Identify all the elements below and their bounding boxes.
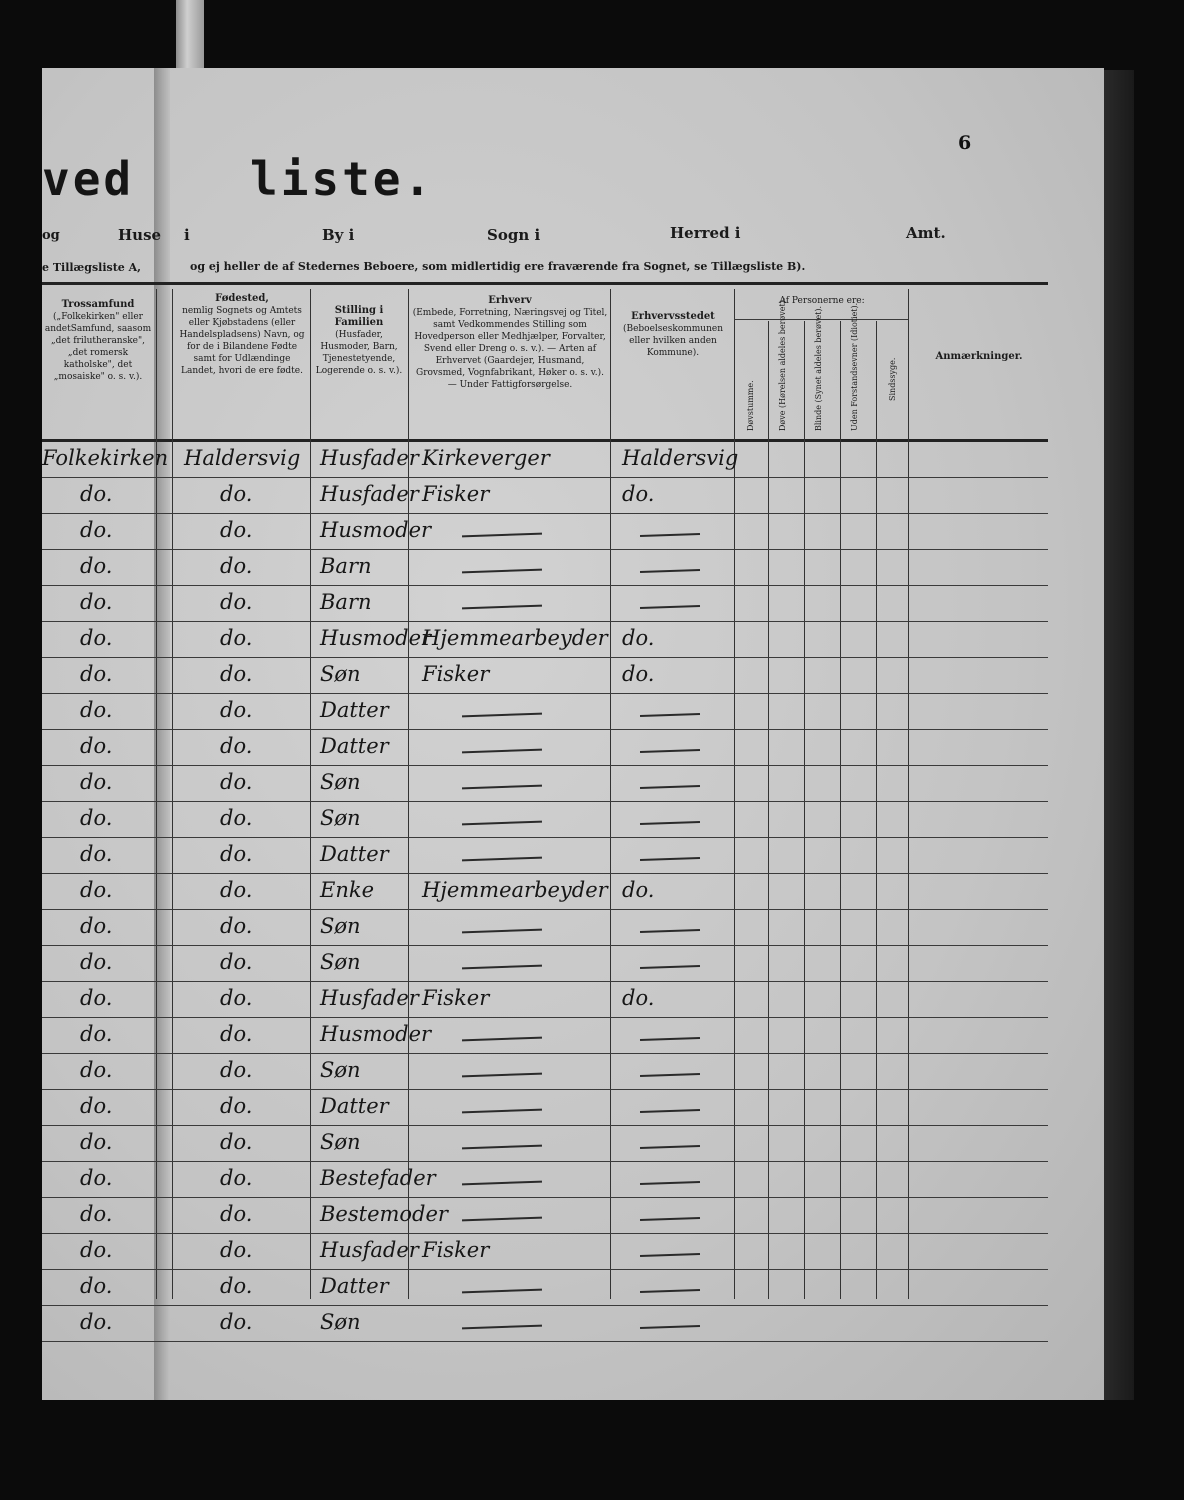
header-left-a: og xyxy=(42,228,60,243)
ditto-mark xyxy=(462,965,542,970)
cell-fodested: do. xyxy=(220,1058,253,1082)
row-rule xyxy=(42,1341,1048,1342)
cell-fodested: do. xyxy=(220,662,253,686)
ditto-mark xyxy=(462,1181,542,1186)
table-row xyxy=(42,1018,1048,1054)
col-header-erhvervsstedet xyxy=(614,311,732,359)
ditto-mark xyxy=(462,1109,542,1114)
table-row xyxy=(42,1198,1048,1234)
col-header-anmaerkninger: Anmærkninger. xyxy=(935,351,1023,362)
cell-stilling: Søn xyxy=(320,806,361,830)
ditto-mark xyxy=(640,713,700,717)
cell-erhverv: Hjemmearbeyder xyxy=(422,626,608,650)
ditto-mark xyxy=(640,1253,700,1257)
census-table xyxy=(42,281,1048,1334)
cell-stilling: Datter xyxy=(320,698,389,722)
cell-trossamfund: Folkekirken xyxy=(42,446,169,470)
cell-trossamfund: do. xyxy=(80,842,113,866)
ditto-mark xyxy=(462,1073,542,1078)
col-header-erhverv xyxy=(412,295,608,391)
cell-erhvervsstedet: do. xyxy=(622,986,655,1010)
col-title: Fødested, xyxy=(215,293,269,304)
ditto-mark xyxy=(640,569,700,573)
page-title-left: ved xyxy=(42,152,135,206)
binding-tab xyxy=(176,0,204,72)
cell-erhverv: Fisker xyxy=(422,662,490,686)
cell-erhvervsstedet: do. xyxy=(622,878,655,902)
ditto-mark xyxy=(462,857,542,862)
cell-trossamfund: do. xyxy=(80,1166,113,1190)
cell-erhvervsstedet: do. xyxy=(622,482,655,506)
subtitle-right: og ej heller de af Stedernes Beboere, som midlertidig ere fraværende fra Sognet, se Tillægsliste B). xyxy=(190,260,806,273)
page-number: 6 xyxy=(958,132,972,154)
cell-trossamfund: do. xyxy=(80,806,113,830)
ditto-mark xyxy=(462,821,542,826)
cell-trossamfund: do. xyxy=(80,1238,113,1262)
cell-fodested: do. xyxy=(220,518,253,542)
cell-stilling: Søn xyxy=(320,914,361,938)
ditto-mark xyxy=(640,1325,700,1329)
table-row xyxy=(42,802,1048,838)
ditto-mark xyxy=(640,1289,700,1293)
col-desc: (Embede, Forretning, Næringsvej og Titel, samt Vedkommendes Stilling som Hovedperson eller Medhjælper, Forvalter, Svend eller Dreng o. s. v.). — Arten af Erhvervet (Gaardejer, Husmand, Grovsmed, Vognfabrikant, Høker o. s. v.). — Under Fattigforsørgelse. xyxy=(412,308,608,390)
cell-trossamfund: do. xyxy=(80,554,113,578)
cell-trossamfund: do. xyxy=(80,662,113,686)
ditto-mark xyxy=(640,785,700,789)
cell-trossamfund: do. xyxy=(80,590,113,614)
cell-stilling: Barn xyxy=(320,554,372,578)
cell-fodested: Haldersvig xyxy=(184,446,301,470)
cell-fodested: do. xyxy=(220,842,253,866)
cell-fodested: do. xyxy=(220,1202,253,1226)
col-title: Trossamfund xyxy=(61,299,135,310)
sub-col-dovstumme: Døvstumme. xyxy=(746,380,755,431)
col-desc: (Husfader, Husmoder, Barn, Tjenestetyende, Logerende o. s. v.). xyxy=(315,330,403,376)
cell-fodested: do. xyxy=(220,1130,253,1154)
ditto-mark xyxy=(462,1037,542,1042)
cell-trossamfund: do. xyxy=(80,1094,113,1118)
ditto-mark xyxy=(462,1289,542,1294)
cell-stilling: Husmoder xyxy=(320,518,432,542)
census-page xyxy=(42,68,1104,1400)
cell-fodested: do. xyxy=(220,950,253,974)
table-row xyxy=(42,586,1048,622)
col-desc: nemlig Sognets og Amtets eller Kjøbstadens (eller Handelspladsens) Navn, og for de i Bilandene Fødte samt for Udlændinge Landet, hvori de ere fødte. xyxy=(179,306,305,376)
table-row xyxy=(42,910,1048,946)
cell-trossamfund: do. xyxy=(80,734,113,758)
ditto-mark xyxy=(462,533,542,538)
cell-fodested: do. xyxy=(220,482,253,506)
ditto-mark xyxy=(640,1109,700,1113)
cell-erhverv: Fisker xyxy=(422,482,490,506)
cell-stilling: Husmoder xyxy=(320,1022,432,1046)
sub-col-dove: Døve (Hørelsen aldeles berøvet). xyxy=(778,297,787,431)
cell-stilling: Datter xyxy=(320,1094,389,1118)
cell-fodested: do. xyxy=(220,554,253,578)
cell-stilling: Husfader xyxy=(320,482,419,506)
cell-stilling: Datter xyxy=(320,734,389,758)
page-title: liste. xyxy=(250,152,435,206)
cell-fodested: do. xyxy=(220,1094,253,1118)
table-row xyxy=(42,946,1048,982)
header-herred: Herred i xyxy=(670,224,741,242)
ditto-mark xyxy=(640,1181,700,1185)
sub-col-sindssyge: Sindssyge. xyxy=(888,357,897,401)
subtitle-left: e Tillægsliste A, xyxy=(42,261,141,274)
cell-trossamfund: do. xyxy=(80,914,113,938)
cell-fodested: do. xyxy=(220,1274,253,1298)
table-row xyxy=(42,694,1048,730)
col-title: Erhverv xyxy=(488,295,532,306)
table-row xyxy=(42,1306,1048,1342)
ditto-mark xyxy=(462,569,542,574)
table-row xyxy=(42,550,1048,586)
table-top-rule xyxy=(42,282,1048,285)
cell-stilling: Søn xyxy=(320,950,361,974)
cell-stilling: Datter xyxy=(320,842,389,866)
table-row xyxy=(42,1090,1048,1126)
cell-fodested: do. xyxy=(220,914,253,938)
header-amt: Amt. xyxy=(906,224,946,242)
cell-stilling: Husfader xyxy=(320,446,419,470)
cell-stilling: Husmoder xyxy=(320,626,432,650)
ditto-mark xyxy=(640,1073,700,1077)
ditto-mark xyxy=(462,1145,542,1150)
ditto-mark xyxy=(640,533,700,537)
ditto-mark xyxy=(640,1037,700,1041)
col-title: Stilling i Familien xyxy=(334,305,384,328)
cell-trossamfund: do. xyxy=(80,878,113,902)
cell-erhvervsstedet: do. xyxy=(622,662,655,686)
cell-stilling: Søn xyxy=(320,1310,361,1334)
cell-fodested: do. xyxy=(220,986,253,1010)
cell-fodested: do. xyxy=(220,734,253,758)
cell-trossamfund: do. xyxy=(80,518,113,542)
cell-stilling: Husfader xyxy=(320,986,419,1010)
cell-stilling: Bestemoder xyxy=(320,1202,448,1226)
ditto-mark xyxy=(640,1145,700,1149)
cell-fodested: do. xyxy=(220,626,253,650)
cell-fodested: do. xyxy=(220,806,253,830)
cell-fodested: do. xyxy=(220,1166,253,1190)
table-row xyxy=(42,1270,1048,1306)
ditto-mark xyxy=(640,857,700,861)
cell-trossamfund: do. xyxy=(80,986,113,1010)
cell-fodested: do. xyxy=(220,698,253,722)
cell-fodested: do. xyxy=(220,1310,253,1334)
cell-trossamfund: do. xyxy=(80,1130,113,1154)
cell-trossamfund: do. xyxy=(80,482,113,506)
table-row xyxy=(42,658,1048,694)
cell-erhverv: Kirkeverger xyxy=(422,446,550,470)
table-row xyxy=(42,1054,1048,1090)
col-header-af-personerne: Af Personerne ere: xyxy=(779,296,865,306)
cell-stilling: Bestefader xyxy=(320,1166,436,1190)
ditto-mark xyxy=(640,929,700,933)
ditto-mark xyxy=(640,749,700,753)
cell-stilling: Søn xyxy=(320,770,361,794)
ditto-mark xyxy=(462,929,542,934)
cell-erhvervsstedet: do. xyxy=(622,626,655,650)
col-header-trossamfund xyxy=(42,299,154,383)
cell-stilling: Søn xyxy=(320,1058,361,1082)
table-row xyxy=(42,1162,1048,1198)
ditto-mark xyxy=(640,965,700,969)
sub-col-blinde: Blinde (Synet aldeles berøvet). xyxy=(814,305,823,431)
ditto-mark xyxy=(462,605,542,610)
col-header-fodested xyxy=(176,293,308,377)
ditto-mark xyxy=(462,785,542,790)
header-left-b: Huse xyxy=(118,226,162,244)
table-row xyxy=(42,730,1048,766)
table-row xyxy=(42,982,1048,1018)
ditto-mark xyxy=(462,1217,542,1222)
cell-fodested: do. xyxy=(220,878,253,902)
cell-stilling: Datter xyxy=(320,1274,389,1298)
cell-erhverv: Fisker xyxy=(422,1238,490,1262)
page-edge xyxy=(1104,70,1134,1400)
cell-fodested: do. xyxy=(220,1238,253,1262)
header-by: By i xyxy=(322,226,355,244)
table-row xyxy=(42,622,1048,658)
cell-stilling: Husfader xyxy=(320,1238,419,1262)
cell-trossamfund: do. xyxy=(80,626,113,650)
cell-trossamfund: do. xyxy=(80,1202,113,1226)
cell-trossamfund: do. xyxy=(80,1310,113,1334)
cell-stilling: Enke xyxy=(320,878,375,902)
cell-fodested: do. xyxy=(220,1022,253,1046)
ditto-mark xyxy=(640,821,700,825)
cell-trossamfund: do. xyxy=(80,1058,113,1082)
cell-trossamfund: do. xyxy=(80,950,113,974)
cell-stilling: Barn xyxy=(320,590,372,614)
table-row xyxy=(42,874,1048,910)
ditto-mark xyxy=(462,1325,542,1330)
cell-trossamfund: do. xyxy=(80,770,113,794)
table-row xyxy=(42,838,1048,874)
sub-col-uden-forstandsevner: Uden Forstandsevner (Idiotiet). xyxy=(850,302,859,431)
col-header-stilling xyxy=(312,305,406,377)
cell-trossamfund: do. xyxy=(80,1022,113,1046)
table-row xyxy=(42,1234,1048,1270)
col-desc: (Beboelseskommunen eller hvilken anden Kommune). xyxy=(622,324,724,358)
table-row xyxy=(42,478,1048,514)
cell-stilling: Søn xyxy=(320,1130,361,1154)
ditto-mark xyxy=(462,713,542,718)
col-title: Erhvervsstedet xyxy=(631,311,715,322)
cell-erhvervsstedet: Haldersvig xyxy=(622,446,739,470)
ditto-mark xyxy=(462,749,542,754)
col-desc: („Folkekirken" eller andetSamfund, saasom „det frilutheranske", „det romersk katholske", det „mosaiske" o. s. v.). xyxy=(44,312,152,382)
header-sogn: Sogn i xyxy=(487,226,541,244)
cell-erhverv: Hjemmearbeyder xyxy=(422,878,608,902)
cell-fodested: do. xyxy=(220,590,253,614)
cell-trossamfund: do. xyxy=(80,1274,113,1298)
cell-fodested: do. xyxy=(220,770,253,794)
ditto-mark xyxy=(640,1217,700,1221)
table-row xyxy=(42,766,1048,802)
cell-erhverv: Fisker xyxy=(422,986,490,1010)
table-row xyxy=(42,514,1048,550)
table-row xyxy=(42,1126,1048,1162)
cell-trossamfund: do. xyxy=(80,698,113,722)
ditto-mark xyxy=(640,605,700,609)
cell-stilling: Søn xyxy=(320,662,361,686)
header-left-c: i xyxy=(184,226,190,244)
table-row xyxy=(42,442,1048,478)
